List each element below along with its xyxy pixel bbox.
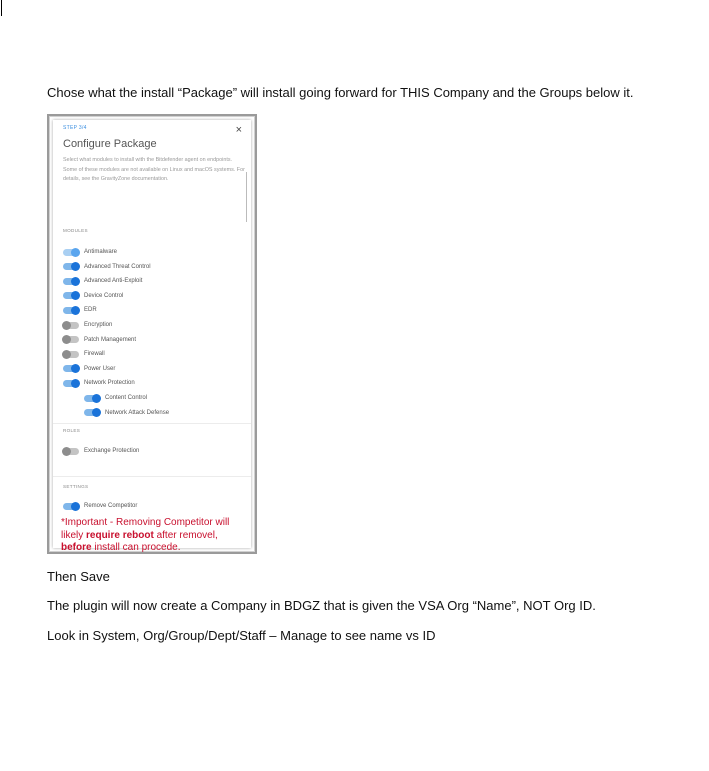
toggle-switch[interactable] [63, 336, 79, 343]
warning-line-3-bold: before [61, 542, 92, 553]
roles-heading: ROLES [63, 428, 81, 433]
warning-line-3-post: install can procede. [91, 542, 181, 553]
toggle-knob [71, 262, 80, 271]
warning-note [61, 517, 251, 555]
toggle-label: Content Control [105, 395, 148, 401]
toggle-row-patch-management [63, 335, 136, 345]
toggle-switch[interactable] [63, 503, 79, 510]
toggle-label: EDR [84, 307, 97, 314]
toggle-row-antimalware [63, 247, 117, 257]
toggle-switch[interactable] [63, 263, 79, 270]
toggle-knob [62, 321, 71, 330]
look-paragraph: Look in System, Org/Group/Dept/Staff – Manage to see name vs ID [47, 628, 436, 643]
toggle-label: Network Protection [84, 380, 135, 387]
warning-line-2-pre: likely [61, 529, 87, 541]
divider [53, 476, 251, 477]
toggle-switch[interactable] [84, 395, 100, 402]
toggle-label: Device Control [84, 292, 124, 299]
toggle-row-exchange-protection [63, 446, 139, 456]
toggle-row-device-control [63, 291, 123, 301]
intro-paragraph: Chose what the install “Package” will install going forward for THIS Company and the Groups below it. [47, 85, 634, 100]
toggle-label: Exchange Protection [84, 448, 140, 454]
dialog-description: Select what modules to install with the Bitdefender agent on endpoints. Some of these modules are not available on Linux and macOS systems. For details, see the GravityZone documentation. [63, 157, 245, 182]
toggle-knob [92, 408, 101, 417]
toggle-label: Network Attack Defense [105, 409, 170, 416]
toggle-knob [92, 394, 101, 403]
toggle-knob [62, 350, 71, 359]
toggle-knob [71, 277, 80, 286]
toggle-switch[interactable] [63, 322, 79, 329]
toggle-label: Advanced Threat Control [84, 263, 151, 270]
warning-line-2-bold: require reboot [86, 529, 154, 541]
toggle-row-remove-competitor [63, 501, 137, 511]
toggle-row-network-protection [63, 378, 135, 388]
plugin-paragraph: The plugin will now create a Company in BDGZ that is given the VSA Org “Name”, NOT Org ID. [47, 598, 596, 613]
toggle-switch[interactable] [84, 409, 100, 416]
toggle-label: Encryption [84, 322, 113, 328]
toggle-knob [71, 291, 80, 300]
toggle-switch[interactable] [63, 380, 79, 387]
toggle-knob [71, 248, 80, 257]
configure-package-dialog [53, 120, 251, 553]
toggle-label: Remove Competitor [84, 503, 138, 509]
scrollbar[interactable] [246, 172, 247, 222]
close-icon[interactable]: × [235, 124, 242, 136]
toggle-switch[interactable] [63, 292, 79, 299]
toggle-row-advanced-anti-exploit [63, 276, 142, 286]
toggle-label: Advanced Anti-Exploit [84, 278, 143, 285]
toggle-row-network-attack-defense [84, 408, 169, 418]
toggle-row-firewall [63, 349, 105, 359]
warning-line-1: *Important - Removing Competitor will [61, 517, 230, 528]
toggle-knob [71, 306, 80, 315]
toggle-label: Antimalware [84, 249, 118, 255]
toggle-label: Patch Management [84, 336, 137, 343]
toggle-row-edr [63, 305, 97, 315]
warning-line-2-post: after removel, [153, 529, 218, 541]
toggle-switch[interactable] [63, 365, 79, 372]
toggle-row-advanced-threat-control [63, 262, 151, 272]
settings-heading: SETTINGS [63, 484, 89, 489]
dialog-title: Configure Package [63, 138, 157, 150]
step-label: STEP 3/4 [63, 125, 87, 131]
toggle-switch[interactable] [63, 278, 79, 285]
text-cursor [1, 0, 2, 16]
toggle-switch[interactable] [63, 307, 79, 314]
toggle-switch[interactable] [63, 448, 79, 455]
toggle-row-content-control [84, 393, 147, 403]
toggle-switch[interactable] [63, 351, 79, 358]
toggle-switch[interactable] [63, 249, 79, 256]
toggle-knob [71, 364, 80, 373]
toggle-label: Power User [84, 365, 116, 372]
modules-heading: MODULES [63, 228, 88, 233]
toggle-knob [71, 502, 80, 511]
then-save-text: Then Save [47, 569, 110, 584]
toggle-label: Firewall [84, 351, 105, 358]
toggle-row-power-user [63, 364, 115, 374]
divider [53, 423, 251, 424]
toggle-knob [62, 447, 71, 456]
toggle-row-encryption [63, 320, 112, 330]
toggle-knob [62, 335, 71, 344]
configure-package-screenshot [47, 114, 257, 554]
toggle-knob [71, 379, 80, 388]
